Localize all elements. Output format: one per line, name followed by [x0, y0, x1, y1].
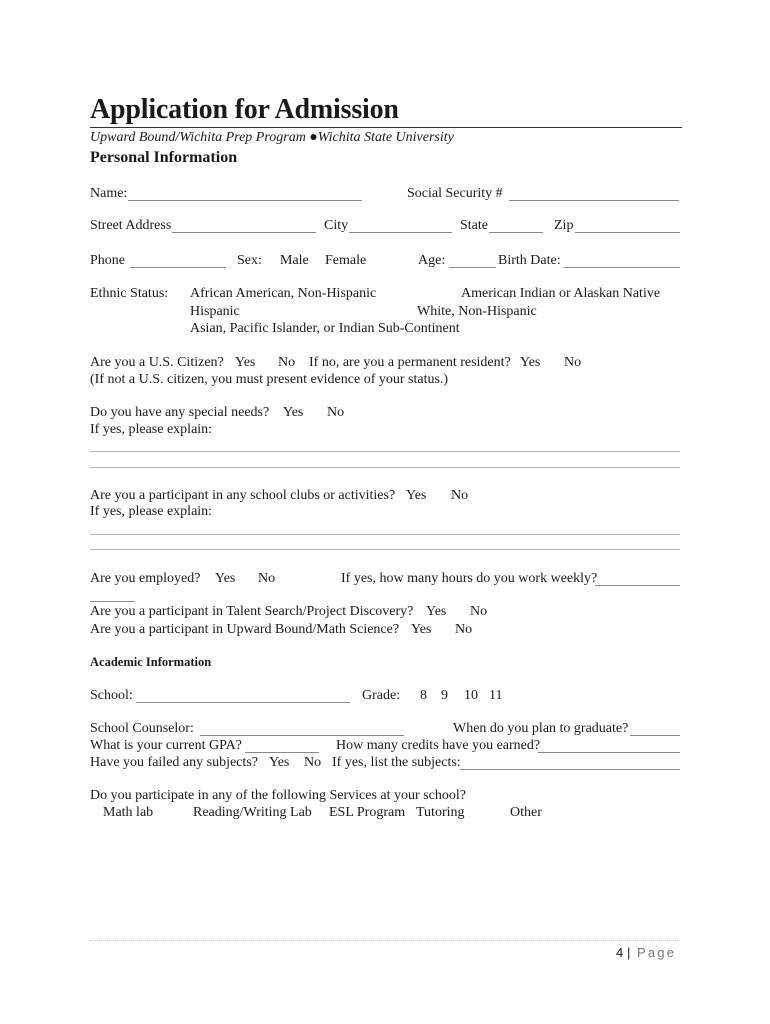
age-field[interactable] [449, 267, 496, 268]
permanent-resident-question: If no, are you a permanent resident? [309, 355, 511, 370]
credits-field[interactable] [538, 752, 680, 753]
employed-yes-option[interactable]: Yes [215, 571, 236, 586]
talent-search-no-option[interactable]: No [470, 604, 488, 619]
citizen-no-option[interactable]: No [278, 355, 296, 370]
special-needs-no-option[interactable]: No [327, 405, 345, 420]
section-heading-personal: Personal Information [90, 149, 238, 166]
citizen-yes-option[interactable]: Yes [235, 355, 256, 370]
sex-option-male[interactable]: Male [280, 253, 309, 268]
grade-option-10[interactable]: 10 [464, 688, 478, 703]
service-option-reading-writing-lab[interactable]: Reading/Writing Lab [193, 805, 312, 820]
clubs-explain-label: If yes, please explain: [90, 504, 213, 519]
school-field[interactable] [136, 702, 350, 703]
clubs-no-option[interactable]: No [451, 488, 469, 503]
employed-question: Are you employed? [90, 571, 201, 586]
page-separator: | [627, 945, 631, 960]
birth-date-label: Birth Date: [498, 253, 561, 268]
program-subtitle: Upward Bound/Wichita Prep Program ●Wichita State University [90, 130, 454, 145]
graduate-label: When do you plan to graduate? [453, 721, 629, 736]
ssn-field[interactable] [509, 200, 679, 201]
service-option-math-lab[interactable]: Math lab [103, 805, 154, 820]
graduate-field[interactable] [630, 735, 680, 736]
page-label: Page [637, 945, 677, 960]
upward-bound-no-option[interactable]: No [455, 622, 473, 637]
service-option-other[interactable]: Other [510, 805, 542, 820]
phone-field[interactable] [130, 267, 226, 268]
footer-divider [90, 940, 680, 941]
citizen-note: (If not a U.S. citizen, you must present evidence of your status.) [90, 372, 449, 387]
special-needs-explain-line[interactable] [90, 467, 680, 468]
ethnic-option[interactable]: Hispanic [190, 304, 240, 319]
upward-bound-yes-option[interactable]: Yes [411, 622, 432, 637]
title-underline [90, 127, 682, 128]
name-field[interactable] [128, 200, 362, 201]
special-needs-explain-label: If yes, please explain: [90, 422, 213, 437]
subjects-list-field[interactable] [460, 769, 680, 770]
failed-subjects-yes-option[interactable]: Yes [269, 755, 290, 770]
street-field[interactable] [172, 232, 316, 233]
state-label: State [460, 218, 488, 233]
credits-label: How many credits have you earned? [336, 738, 541, 753]
citizen-question: Are you a U.S. Citizen? [90, 355, 224, 370]
ethnic-status-label: Ethnic Status: [90, 286, 169, 301]
failed-subjects-question: Have you failed any subjects? [90, 755, 258, 770]
grade-option-8[interactable]: 8 [420, 688, 427, 703]
special-needs-explain-line[interactable] [90, 451, 680, 452]
page-number: 4 [616, 945, 624, 960]
talent-search-yes-option[interactable]: Yes [426, 604, 447, 619]
counselor-label: School Counselor: [90, 721, 194, 736]
work-hours-question: If yes, how many hours do you work weekly? [341, 571, 598, 586]
page-title: Application for Admission [90, 94, 399, 125]
street-label: Street Address [90, 218, 172, 233]
clubs-question: Are you a participant in any school clubs or activities? [90, 488, 396, 503]
city-label: City [324, 218, 349, 233]
work-hours-field-continued[interactable] [90, 601, 135, 602]
employed-no-option[interactable]: No [258, 571, 276, 586]
services-question: Do you participate in any of the following Services at your school? [90, 788, 466, 803]
work-hours-field[interactable] [595, 585, 680, 586]
sex-label: Sex: [237, 253, 262, 268]
section-heading-academic: Academic Information [90, 655, 212, 669]
ethnic-option[interactable]: White, Non-Hispanic [417, 304, 537, 319]
talent-search-question: Are you a participant in Talent Search/Project Discovery? [90, 604, 414, 619]
sex-option-female[interactable]: Female [325, 253, 367, 268]
counselor-field[interactable] [200, 735, 404, 736]
zip-field[interactable] [575, 232, 680, 233]
special-needs-question: Do you have any special needs? [90, 405, 270, 420]
school-label: School: [90, 688, 133, 703]
name-label: Name: [90, 186, 128, 201]
birth-date-field[interactable] [564, 267, 680, 268]
subjects-list-label: If yes, list the subjects: [332, 755, 461, 770]
gpa-label: What is your current GPA? [90, 738, 242, 753]
clubs-yes-option[interactable]: Yes [406, 488, 427, 503]
resident-yes-option[interactable]: Yes [520, 355, 541, 370]
failed-subjects-no-option[interactable]: No [304, 755, 322, 770]
clubs-explain-line[interactable] [90, 534, 680, 535]
ethnic-option[interactable]: American Indian or Alaskan Native [461, 286, 661, 301]
zip-label: Zip [554, 218, 574, 233]
clubs-explain-line[interactable] [90, 549, 680, 550]
ethnic-option[interactable]: Asian, Pacific Islander, or Indian Sub-Continent [190, 321, 460, 336]
ssn-label: Social Security # [407, 186, 503, 201]
special-needs-yes-option[interactable]: Yes [283, 405, 304, 420]
service-option-tutoring[interactable]: Tutoring [416, 805, 465, 820]
grade-option-11[interactable]: 11 [489, 688, 503, 703]
city-field[interactable] [349, 232, 452, 233]
age-label: Age: [418, 253, 446, 268]
grade-option-9[interactable]: 9 [441, 688, 448, 703]
upward-bound-question: Are you a participant in Upward Bound/Math Science? [90, 622, 400, 637]
phone-label: Phone [90, 253, 125, 268]
gpa-field[interactable] [245, 752, 319, 753]
state-field[interactable] [489, 232, 543, 233]
grade-label: Grade: [362, 688, 401, 703]
resident-no-option[interactable]: No [564, 355, 582, 370]
service-option-esl-program[interactable]: ESL Program [329, 805, 406, 820]
ethnic-option[interactable]: African American, Non-Hispanic [190, 286, 377, 301]
